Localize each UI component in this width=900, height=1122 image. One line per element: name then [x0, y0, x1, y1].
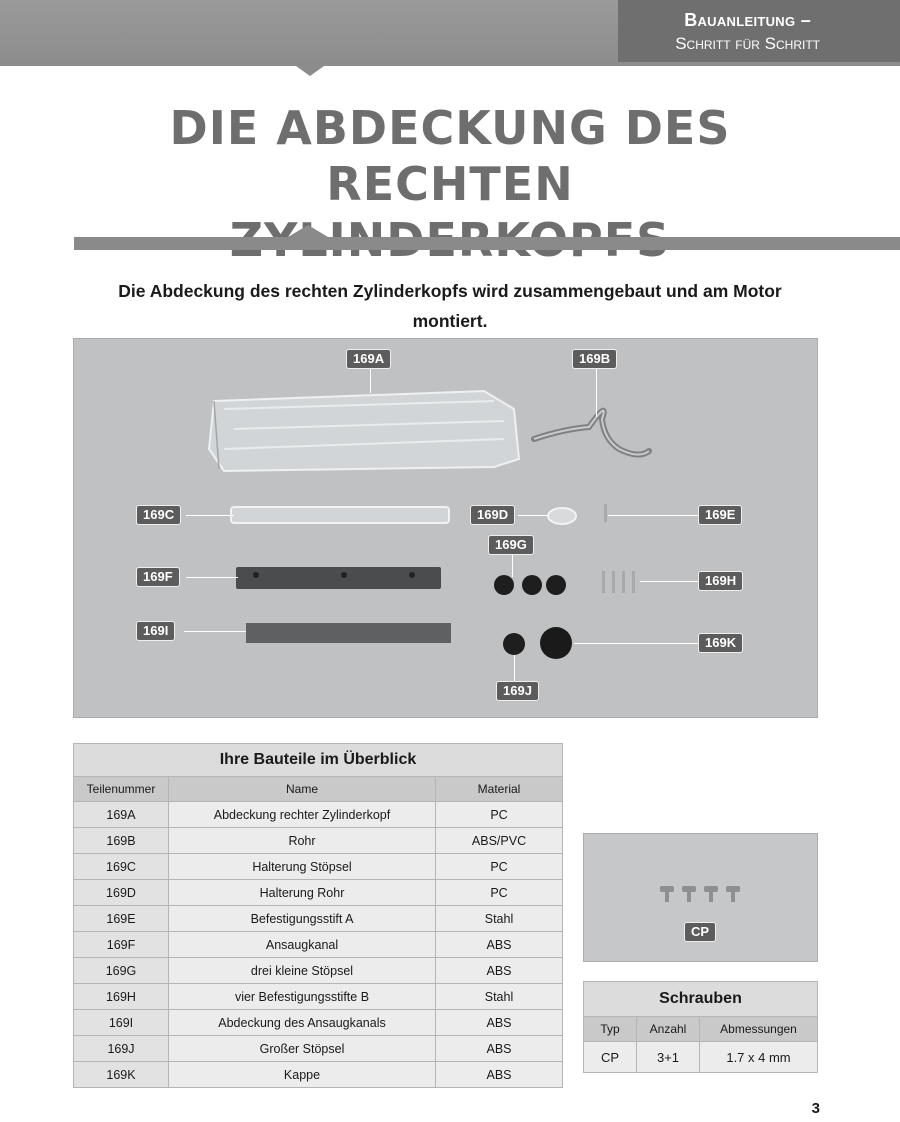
parts-table-row — [74, 984, 563, 1010]
label-169j: 169J — [496, 681, 539, 701]
part-name: Kappe — [169, 1062, 436, 1088]
part-169a-shape — [209, 391, 519, 471]
title-rule — [74, 237, 900, 250]
leader-169d — [518, 515, 548, 516]
page-title-line1: DIE ABDECKUNG DES RECHTEN — [169, 101, 731, 211]
leader-169f — [186, 577, 238, 578]
leader-169c — [186, 515, 234, 516]
part-name: Abdeckung des Ansaugkanals — [169, 1010, 436, 1036]
screw-count: 3+1 — [637, 1042, 700, 1073]
label-169h: 169H — [698, 571, 743, 591]
screw-photo — [583, 833, 818, 962]
screws-table — [583, 981, 818, 1073]
part-number: 169I — [74, 1010, 169, 1036]
screw-type: CP — [584, 1042, 637, 1073]
label-169g: 169G — [488, 535, 534, 555]
part-material: Stahl — [436, 984, 563, 1010]
leader-169j — [514, 655, 515, 681]
label-cp: CP — [684, 922, 716, 942]
parts-table-row — [74, 828, 563, 854]
part-name: Halterung Stöpsel — [169, 854, 436, 880]
label-169f: 169F — [136, 567, 180, 587]
leader-169e — [608, 515, 700, 516]
part-number: 169J — [74, 1036, 169, 1062]
parts-table-row — [74, 906, 563, 932]
screws-col-size: Abmessungen — [700, 1017, 818, 1042]
part-material: ABS/PVC — [436, 828, 563, 854]
parts-table — [73, 743, 563, 1088]
section-header-line1: Bauanleitung – — [684, 10, 812, 30]
part-number: 169C — [74, 854, 169, 880]
parts-col-number: Teilenummer — [74, 777, 169, 802]
section-header-line2: Schritt für Schritt — [675, 34, 820, 53]
label-169e: 169E — [698, 505, 742, 525]
screws-col-count: Anzahl — [637, 1017, 700, 1042]
part-number: 169E — [74, 906, 169, 932]
part-number: 169B — [74, 828, 169, 854]
top-band-notch — [296, 66, 324, 76]
leader-169k — [574, 643, 700, 644]
label-169b: 169B — [572, 349, 617, 369]
part-material: ABS — [436, 1010, 563, 1036]
label-169d: 169D — [470, 505, 515, 525]
leader-169h — [640, 581, 700, 582]
part-name: Ansaugkanal — [169, 932, 436, 958]
parts-photo — [73, 338, 818, 718]
label-169c: 169C — [136, 505, 181, 525]
part-name: Rohr — [169, 828, 436, 854]
leader-169b — [596, 369, 597, 417]
screw-size: 1.7 x 4 mm — [700, 1042, 818, 1073]
part-name: Halterung Rohr — [169, 880, 436, 906]
part-material: PC — [436, 880, 563, 906]
parts-table-row — [74, 854, 563, 880]
title-rule-notch — [288, 225, 328, 237]
part-number: 169D — [74, 880, 169, 906]
part-number: 169G — [74, 958, 169, 984]
screw-illustration — [584, 834, 819, 963]
parts-table-row — [74, 802, 563, 828]
part-number: 169K — [74, 1062, 169, 1088]
part-name: Großer Stöpsel — [169, 1036, 436, 1062]
part-name: drei kleine Stöpsel — [169, 958, 436, 984]
label-169i: 169I — [136, 621, 175, 641]
screws-row — [584, 1042, 818, 1073]
parts-illustration — [74, 339, 819, 719]
part-material: ABS — [436, 1062, 563, 1088]
part-material: ABS — [436, 1036, 563, 1062]
part-name: vier Befestigungsstifte B — [169, 984, 436, 1010]
parts-table-caption: Ihre Bauteile im Überblick — [74, 744, 563, 777]
parts-table-body — [74, 802, 563, 1088]
part-name: Abdeckung rechter Zylinderkopf — [169, 802, 436, 828]
screws-table-caption: Schrauben — [584, 982, 818, 1017]
parts-table-row — [74, 880, 563, 906]
label-169a: 169A — [346, 349, 391, 369]
leader-169g — [512, 555, 513, 577]
parts-table-row — [74, 958, 563, 984]
parts-table-row — [74, 1010, 563, 1036]
section-header — [618, 0, 900, 62]
parts-table-row — [74, 1062, 563, 1088]
part-material: Stahl — [436, 906, 563, 932]
intro-text: Die Abdeckung des rechten Zylinderkopfs wird zusammengebaut und am Motor montiert. — [118, 281, 782, 331]
part-number: 169A — [74, 802, 169, 828]
leader-169i — [184, 631, 246, 632]
screws-col-type: Typ — [584, 1017, 637, 1042]
parts-col-name: Name — [169, 777, 436, 802]
part-name: Befestigungsstift A — [169, 906, 436, 932]
part-number: 169F — [74, 932, 169, 958]
parts-table-row — [74, 1036, 563, 1062]
part-material: PC — [436, 802, 563, 828]
label-169k: 169K — [698, 633, 743, 653]
page-number: 3 — [811, 1100, 820, 1117]
part-number: 169H — [74, 984, 169, 1010]
part-material: ABS — [436, 958, 563, 984]
parts-table-row — [74, 932, 563, 958]
part-material: PC — [436, 854, 563, 880]
leader-169a — [370, 369, 371, 393]
part-material: ABS — [436, 932, 563, 958]
parts-col-material: Material — [436, 777, 563, 802]
